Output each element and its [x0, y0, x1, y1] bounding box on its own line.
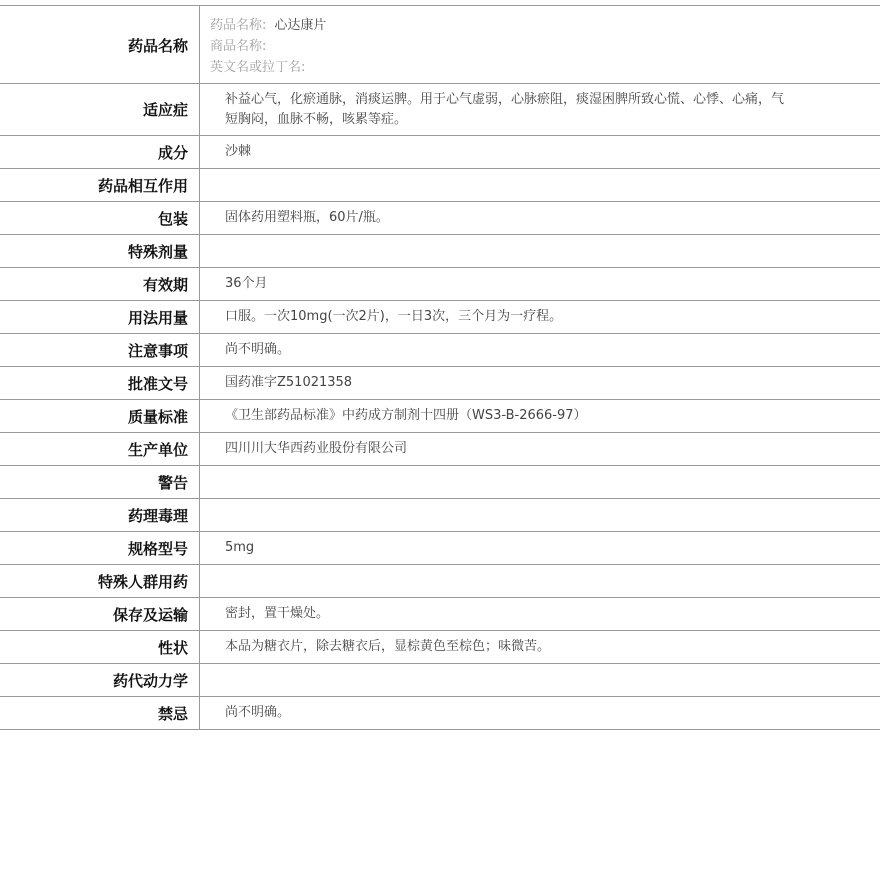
row-label: 质量标准 — [0, 400, 200, 432]
row-value: 四川川大华西药业股份有限公司 — [225, 441, 408, 456]
row-warning — [0, 466, 880, 499]
row-value: 《卫生部药品标准》中药成方制剂十四册（WS3-B-2666-97） — [225, 408, 587, 423]
row-pharmacokinetics — [0, 664, 880, 697]
row-value: 密封，置干燥处。 — [225, 606, 330, 621]
row-value: 本品为糖衣片，除去糖衣后，显棕黄色至棕色；味微苦。 — [225, 639, 551, 654]
row-special-dosage — [0, 235, 880, 268]
generic-name-key: 药品名称: — [210, 18, 267, 33]
drug-name-block — [200, 6, 880, 83]
row-label: 有效期 — [0, 268, 200, 300]
row-manufacturer — [0, 433, 880, 466]
generic-name-line — [210, 15, 790, 36]
row-label: 成分 — [0, 136, 200, 168]
row-value: 沙棘 — [225, 144, 252, 159]
row-label: 特殊人群用药 — [0, 565, 200, 597]
row-value — [200, 565, 880, 597]
row-appearance — [0, 631, 880, 664]
row-value — [200, 466, 880, 498]
english-name-key: 英文名或拉丁名: — [210, 60, 306, 75]
english-name-line — [210, 57, 790, 78]
row-drug-name — [0, 6, 880, 84]
row-label: 药品名称 — [0, 6, 200, 83]
row-value: 尚不明确。 — [225, 705, 291, 720]
row-drug-interactions — [0, 169, 880, 202]
row-label: 批准文号 — [0, 367, 200, 399]
row-label: 生产单位 — [0, 433, 200, 465]
row-label: 规格型号 — [0, 532, 200, 564]
row-label: 性状 — [0, 631, 200, 663]
row-approval-number — [0, 367, 880, 400]
row-value: 5mg — [225, 540, 255, 555]
row-ingredients — [0, 136, 880, 169]
row-usage-dosage — [0, 301, 880, 334]
row-value: 尚不明确。 — [225, 342, 291, 357]
row-storage-transport — [0, 598, 880, 631]
row-value: 固体药用塑料瓶，60片/瓶。 — [225, 210, 389, 225]
row-value — [200, 169, 880, 201]
row-label: 药代动力学 — [0, 664, 200, 696]
row-precautions — [0, 334, 880, 367]
row-value: 补益心气，化瘀通脉，消痰运脾。用于心气虚弱，心脉瘀阻，痰湿困脾所致心慌、心悸、心痛，气短胸闷，血脉不畅，咳累等症。 — [225, 91, 785, 127]
row-label: 药理毒理 — [0, 499, 200, 531]
row-indications — [0, 84, 880, 136]
row-label: 用法用量 — [0, 301, 200, 333]
row-value: 36个月 — [225, 276, 268, 291]
row-value — [200, 664, 880, 696]
row-label: 警告 — [0, 466, 200, 498]
row-label: 药品相互作用 — [0, 169, 200, 201]
row-specification — [0, 532, 880, 565]
row-value: 国药准字Z51021358 — [225, 375, 353, 390]
row-contraindications — [0, 697, 880, 730]
trade-name-line — [210, 36, 790, 57]
row-pharmacology-toxicology — [0, 499, 880, 532]
row-shelf-life — [0, 268, 880, 301]
drug-info-table — [0, 5, 880, 730]
row-value — [200, 499, 880, 531]
row-special-populations — [0, 565, 880, 598]
row-label: 保存及运输 — [0, 598, 200, 630]
row-label: 禁忌 — [0, 697, 200, 729]
row-value: 口服。一次10mg(一次2片)，一日3次，三个月为一疗程。 — [225, 309, 563, 324]
row-packaging — [0, 202, 880, 235]
generic-name-value: 心达康片 — [274, 18, 327, 33]
row-label: 特殊剂量 — [0, 235, 200, 267]
row-label: 包装 — [0, 202, 200, 234]
trade-name-key: 商品名称: — [210, 39, 267, 54]
row-label: 注意事项 — [0, 334, 200, 366]
row-value — [200, 235, 880, 267]
row-label: 适应症 — [0, 84, 200, 135]
row-quality-standard — [0, 400, 880, 433]
